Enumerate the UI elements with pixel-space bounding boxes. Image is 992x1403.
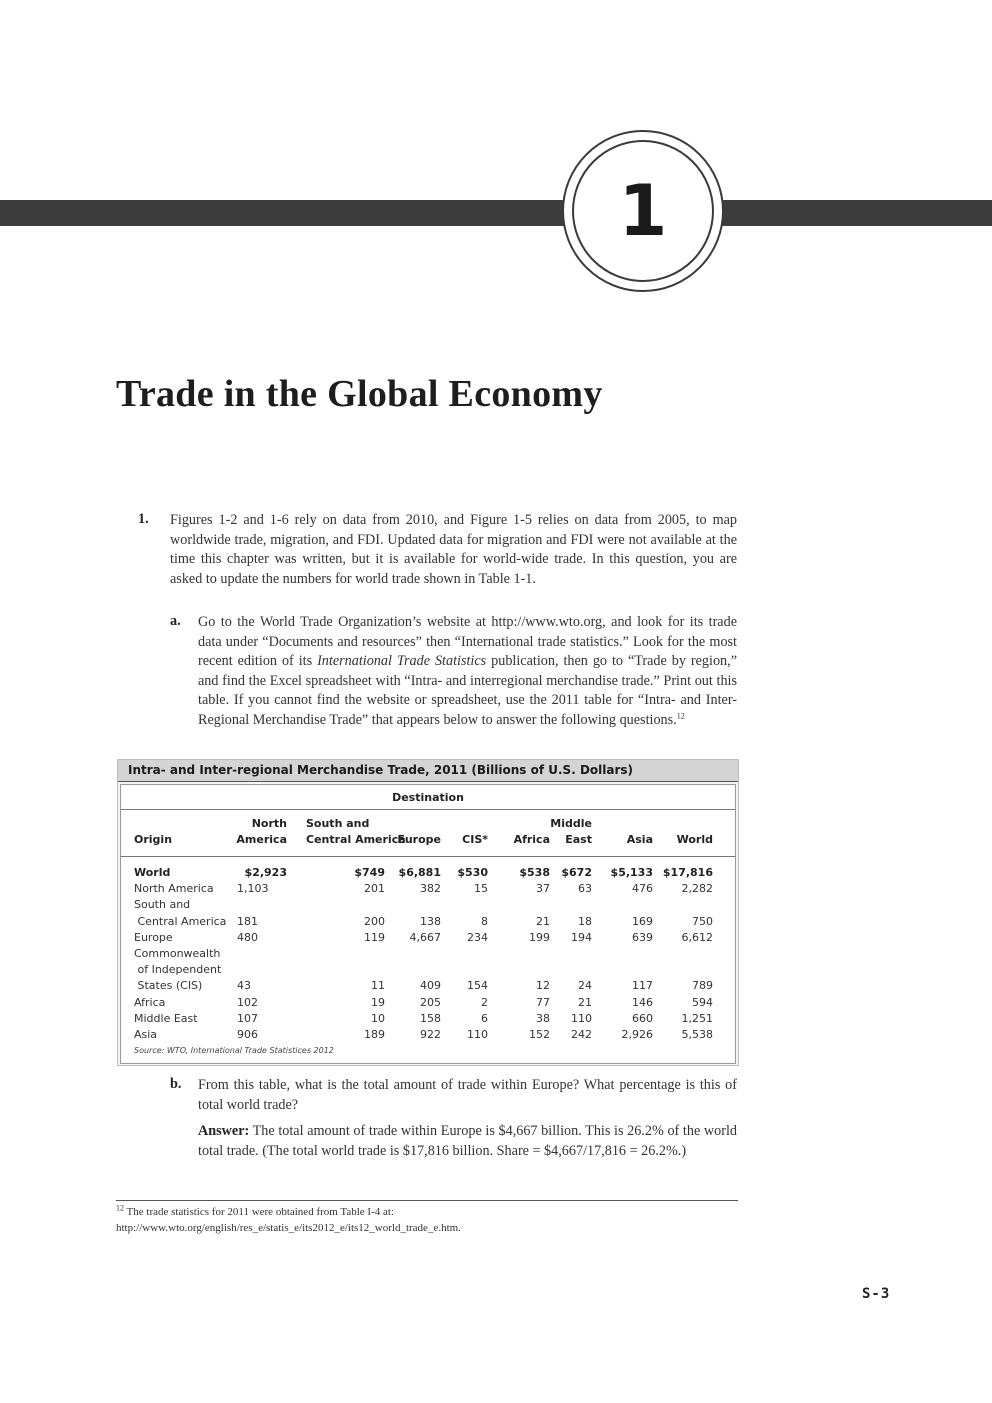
table-body: [120, 784, 736, 1064]
chapter-title: Trade in the Global Economy: [116, 373, 603, 415]
table-cell: 409: [420, 979, 441, 993]
table-cell: 10: [371, 1011, 385, 1025]
table-cell: 169: [632, 914, 653, 928]
answer-text: The total amount of trade within Europe is $4,667 billion. This is 26.2% of the world total trade. (The total world trade is $17,816 billion. Share = $4,667/17,816 = 26.2%.): [198, 1123, 737, 1159]
table-cell: $749: [354, 866, 385, 879]
table-title-bar: [118, 760, 738, 782]
column-header: Asia: [626, 833, 653, 846]
footnote: [116, 1205, 738, 1236]
table-cell: 906: [237, 1028, 258, 1041]
table-cell: $6,881: [398, 866, 441, 879]
table-cell: 201: [364, 882, 385, 896]
row-label: Middle East: [134, 1011, 198, 1025]
publication-title: International Trade Statistics: [317, 653, 487, 670]
table-cell: 480: [237, 930, 258, 944]
table-cell: 922: [420, 1028, 441, 1041]
table-cell: $672: [561, 866, 592, 879]
table-cell: 194: [571, 930, 592, 944]
table-cell: 476: [632, 882, 653, 896]
table-cell: $17,816: [662, 866, 713, 879]
table-cell: 750: [692, 914, 713, 928]
question-text: Figures 1-2 and 1-6 rely on data from 2010, and Figure 1-5 relies on data from 2005, to map worldwide trade, migration, and FDI. Updated data for migration and FDI were not available at the time this chapter was written, but it is available for world-wide trade. In this question, you are asked to update the numbers for world trade shown in Table 1-1.: [170, 512, 737, 587]
table-cell: 594: [692, 995, 713, 1009]
table-cell: 1,251: [681, 1011, 713, 1025]
column-header: America: [236, 833, 287, 846]
column-header: World: [676, 833, 713, 846]
origin-header: Origin: [134, 833, 173, 846]
table-cell: 77: [536, 995, 550, 1009]
table-cell: 639: [632, 930, 653, 944]
table-cell: 1,103: [237, 882, 269, 896]
table-cell: 8: [481, 914, 488, 928]
footnote-number: 12: [116, 1203, 124, 1213]
footnote-text: The trade statistics for 2011 were obtained from Table I-4 at: http://www.wto.org/english/res_e/statis_e/its2012_e/its12_world_trade_e.htm.: [116, 1206, 461, 1234]
table-cell: $530: [457, 866, 488, 879]
table-cell: 21: [536, 914, 550, 928]
page-number: S-3: [862, 1286, 891, 1302]
table-cell: 189: [364, 1028, 385, 1041]
trade-table: [117, 759, 739, 1066]
table-cell: 119: [364, 930, 385, 944]
row-label: Africa: [134, 995, 166, 1009]
table-cell: $5,133: [610, 866, 653, 879]
table-cell: 5,538: [681, 1028, 713, 1041]
row-label: Central America: [134, 914, 227, 928]
row-label: States (CIS): [134, 979, 203, 993]
table-cell: 6,612: [681, 930, 713, 944]
table-cell: 102: [237, 995, 258, 1009]
column-header: Central America: [306, 833, 406, 846]
table-cell: 15: [474, 882, 488, 896]
column-header: South and: [306, 817, 370, 830]
row-label: Asia: [134, 1028, 158, 1041]
destination-rule: [121, 809, 735, 810]
table-cell: 110: [571, 1011, 592, 1025]
column-header: Middle: [550, 817, 592, 830]
table-cell: 234: [467, 930, 488, 944]
table-cell: 199: [529, 930, 550, 944]
table-cell: 110: [467, 1028, 488, 1041]
chapter-number-badge: [562, 130, 724, 292]
column-header: Africa: [513, 833, 550, 846]
part-b-label: b.: [170, 1076, 182, 1092]
table-cell: 117: [632, 979, 653, 993]
table-title: Intra- and Inter-regional Merchandise Trade, 2011 (Billions of U.S. Dollars): [128, 763, 634, 777]
table-cell: $2,923: [244, 866, 287, 879]
table-cell: 37: [536, 882, 550, 896]
table-cell: 146: [632, 995, 653, 1009]
table-cell: 38: [536, 1011, 550, 1025]
table-cell: 158: [420, 1011, 441, 1025]
part-a-label: a.: [170, 613, 181, 629]
chapter-number: 1: [618, 170, 668, 252]
table-cell: 205: [420, 995, 441, 1009]
part-b-text: From this table, what is the total amount of trade within Europe? What percentage is this of total world trade?: [198, 1077, 737, 1113]
column-header: CIS*: [462, 833, 488, 846]
table-cell: 19: [371, 995, 385, 1009]
table-cell: 2,926: [621, 1028, 653, 1041]
row-label: South and: [134, 898, 191, 912]
answer: [198, 1122, 737, 1161]
column-header: North: [251, 817, 287, 830]
table-cell: 152: [529, 1028, 550, 1041]
table-cell: 200: [364, 914, 385, 928]
chapter-header-bar: [0, 200, 992, 226]
table-cell: 2,282: [681, 882, 713, 896]
header-rule: [121, 856, 735, 857]
table-cell: 2: [481, 995, 488, 1009]
table-cell: 789: [692, 979, 713, 993]
table-source: Source: WTO, International Trade Statistices 2012: [134, 1046, 334, 1055]
part-a-text: Go to the World Trade Organization’s website at http://www.wto.org, and look for its trade data under “Documents and resources” then “International trade statistics.” Look for the most recent edition of its International Trade Statistics publication, then go to “Trade by region,” and find the Excel spreadsheet with “Intra- and interregional merchandise trade.” Print out this table. If you cannot find the website or spreadsheet, use the 2011 table for “Intra- and Inter-Regional Merchandise Trade” that appears below to answer the following questions.$^{12}$: [198, 614, 737, 728]
table-cell: 107: [237, 1011, 258, 1025]
table-cell: 18: [578, 914, 592, 928]
footnote-ref: 12: [676, 711, 685, 721]
table-cell: 63: [578, 882, 592, 896]
column-header: Europe: [397, 833, 441, 846]
column-header: East: [565, 833, 592, 846]
table-cell: 12: [536, 979, 550, 993]
table-cell: 43: [237, 979, 251, 993]
table-cell: 154: [467, 979, 488, 993]
row-label: of Independent: [134, 963, 222, 977]
table-cell: 181: [237, 914, 258, 928]
row-label: World: [134, 866, 171, 879]
table-cell: 382: [420, 882, 441, 896]
table-cell: 660: [632, 1011, 653, 1025]
question-number: 1.: [138, 511, 149, 527]
table-cell: $538: [519, 866, 550, 879]
row-label: North America: [134, 882, 214, 896]
row-label: Europe: [134, 930, 173, 944]
destination-header: Destination: [392, 791, 464, 804]
answer-label: Answer:: [198, 1123, 250, 1139]
table-cell: 4,667: [409, 930, 441, 944]
table-cell: 138: [420, 914, 441, 928]
table-cell: 6: [481, 1011, 488, 1025]
footnote-rule: [116, 1200, 738, 1201]
table-cell: 24: [578, 979, 592, 993]
table-cell: 21: [578, 995, 592, 1009]
table-cell: 11: [371, 979, 385, 993]
table-cell: 242: [571, 1028, 592, 1041]
row-label: Commonwealth: [134, 947, 221, 960]
